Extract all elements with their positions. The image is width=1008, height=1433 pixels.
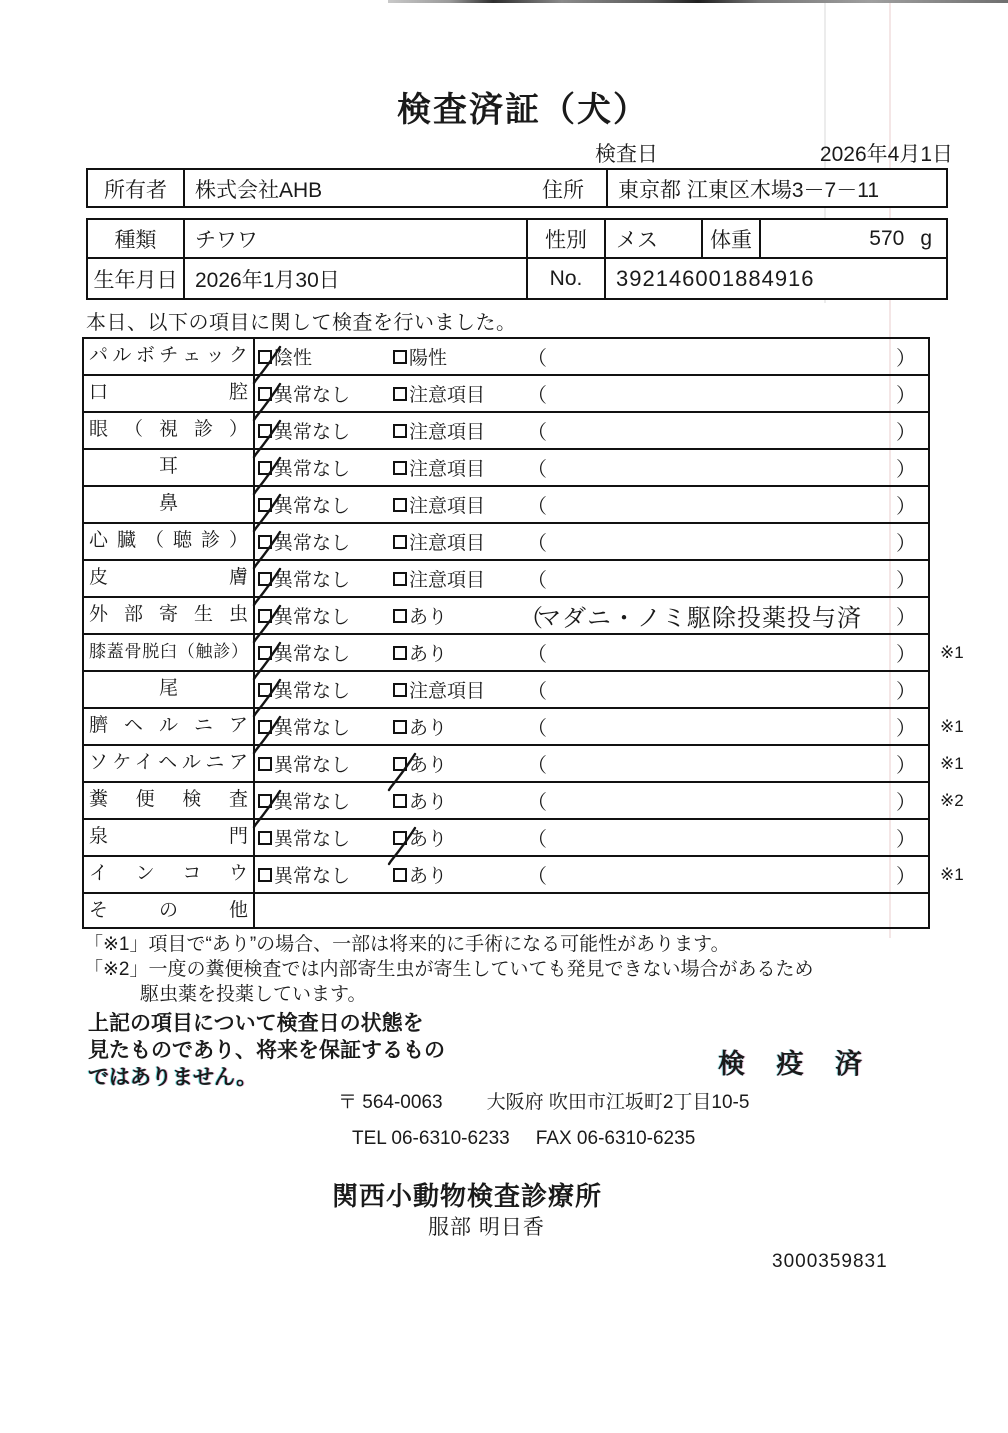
checkbox [393,461,407,475]
page-title: 検査済証（犬） [397,91,649,129]
checklist-item-content [255,746,928,781]
checklist-row [84,709,964,746]
option-1-label: 異常なし [274,496,351,517]
checklist-row [84,524,928,561]
checkbox [393,498,407,512]
checkbox [393,868,407,882]
checkbox [258,720,272,734]
option-1 [258,709,350,744]
owner-label: 所有者 [88,170,185,208]
footnote-ref: ※1 [940,753,964,773]
checklist-row [84,487,928,524]
option-1-label: 異常なし [274,792,351,813]
disclaimer-line: 見たものであり、将来を保証するもの [88,1039,445,1062]
checkbox [258,868,272,882]
checklist-row [84,339,928,376]
option-2-label: 注意項目 [409,496,486,517]
checkbox [258,646,272,660]
option-2-label: あり [409,607,448,628]
clinic-name: 関西小動物検査診療所 [332,1181,603,1211]
option-1-label: 異常なし [274,866,351,887]
option-1-label: 異常なし [274,644,351,665]
inspection-date-label: 検査日 [595,143,658,166]
owner-address-value: 東京都 江東区木場3－7－11 [618,179,879,202]
paren-close: ） [896,385,916,407]
checkbox [393,646,407,660]
checkbox [258,831,272,845]
serial-number: 3000359831 [772,1251,888,1272]
owner-table [86,168,948,208]
checklist-row [84,783,964,820]
option-1 [258,672,350,707]
checklist-row [84,746,964,783]
option-1-label: 陰性 [274,348,313,369]
paren-close: ） [896,570,916,592]
checklist-row [84,635,964,672]
checkbox [393,831,407,845]
option-1 [258,450,350,485]
option-1 [258,820,350,855]
option-2 [393,635,447,670]
paren-open: （ [527,533,547,555]
birthdate-value: 2026年1月30日 [185,259,528,298]
pet-table [86,218,948,300]
checklist-item-label: 外部寄生虫 [84,598,255,633]
option-2-label: あり [409,792,448,813]
option-1 [258,524,350,559]
clinic-tel: TEL 06-6310-6233 [352,1128,510,1149]
paren-close: ） [896,348,916,370]
species-value: チワワ [185,220,528,257]
intro-text: 本日、以下の項目に関して検査を行いました。 [86,312,517,334]
option-2 [393,487,485,522]
option-2-label: あり [409,644,448,665]
checklist-item-label: 耳 [84,450,255,485]
checklist-item-content [255,857,928,892]
sex-label: 性別 [528,220,606,257]
checkbox [258,609,272,623]
paren-open: （ [527,459,547,481]
species-label: 種類 [88,220,185,257]
option-2 [393,857,447,892]
disclaimer-line: ではありません。 [88,1066,258,1089]
remark-text: マダニ・ノミ駆除投薬投与済 [537,605,862,632]
checklist-item-label: 皮膚 [84,561,255,596]
paren-close: ） [896,681,916,703]
footnotes-block [84,933,814,1008]
checklist-item-label: 眼（視診） [84,413,255,448]
checklist-row [84,561,928,598]
option-2 [393,339,447,374]
option-2 [393,820,447,855]
weight-value: 570 [869,226,905,250]
checklist-item-label: 鼻 [84,487,255,522]
option-2-label: 注意項目 [409,459,486,480]
paren-open: （ [527,348,547,370]
footnote-ref: ※1 [940,716,964,736]
footnote-line: 「※2」一度の糞便検査では内部寄生虫が寄生していても発見できない場合があるため [84,959,814,980]
paren-open: （ [527,755,547,777]
option-2-label: 注意項目 [409,681,486,702]
number-label: No. [528,259,606,298]
checkbox [393,794,407,808]
checkbox [393,424,407,438]
option-2-label: あり [409,866,448,887]
checklist-item-label: 尾 [84,672,255,707]
checkbox [258,757,272,771]
checklist-item-label: パルボチェック [84,339,255,374]
checklist-item-content [255,635,928,670]
checklist-row [84,450,928,487]
weight-unit: g [920,226,932,250]
option-2-label: 注意項目 [409,533,486,554]
checklist-item-label: ソケイヘルニア [84,746,255,781]
checkbox [393,535,407,549]
checklist-item-label: 膝蓋骨脱臼（触診） [84,635,255,670]
option-2 [393,376,485,411]
paren-open: （ [527,422,547,444]
paren-close: ） [896,533,916,555]
option-1 [258,746,350,781]
checklist-item-content [255,672,928,707]
checkbox [258,350,272,364]
paren-open: （ [527,385,547,407]
option-2 [393,561,485,596]
birthdate-label: 生年月日 [88,259,185,298]
checkbox [258,535,272,549]
checklist-row [84,598,928,635]
paren-close: ） [896,496,916,518]
checkbox [393,757,407,771]
option-1-label: 異常なし [274,533,351,554]
checklist-item-content [255,524,928,559]
checkbox [258,424,272,438]
checklist-item-label: 臍ヘルニア [84,709,255,744]
paren-close: ） [896,644,916,666]
option-1 [258,561,350,596]
disclaimer-line: 上記の項目について検査日の状態を [88,1012,424,1035]
paren-close: ） [896,459,916,481]
checklist-item-content [255,820,928,855]
paren-open: （ [527,792,547,814]
checklist-item-content [255,339,928,374]
option-1-label: 異常なし [274,755,351,776]
option-1 [258,598,350,633]
paren-open: （ [527,644,547,666]
option-2-label: あり [409,755,448,776]
option-1-label: 異常なし [274,422,351,443]
checkbox [258,572,272,586]
paren-open: （ [527,681,547,703]
checklist-row [84,894,928,927]
option-2 [393,783,447,818]
paren-close: ） [896,792,916,814]
paren-open: （ [527,718,547,740]
checkbox [258,683,272,697]
checklist-item-content [255,598,928,633]
checklist-row [84,413,928,450]
checklist-item-content [255,709,928,744]
paren-open: （ [519,605,543,632]
option-2 [393,450,485,485]
footnote-ref: ※1 [940,642,964,662]
checklist-item-label: インコウ [84,857,255,892]
option-2 [393,672,485,707]
clinic-postal-code: 〒 564-0063 [338,1092,443,1113]
option-2 [393,709,447,744]
checklist-row [84,857,964,894]
footnote-line: 「※1」項目で“あり”の場合、一部は将来的に手術になる可能性があります。 [84,934,730,955]
inspection-date-row [595,138,953,168]
checkbox [258,387,272,401]
option-2-label: 注意項目 [409,385,486,406]
footnote-ref: ※2 [940,790,964,810]
option-1-label: 異常なし [274,570,351,591]
checkbox [393,683,407,697]
clinic-address: 大阪府 吹田市江坂町2丁目10-5 [486,1092,750,1113]
option-1-label: 異常なし [274,681,351,702]
option-2-label: 陽性 [409,348,448,369]
option-1-label: 異常なし [274,829,351,850]
checkbox [393,720,407,734]
option-2 [393,598,447,633]
paren-close: ） [896,718,916,740]
option-1 [258,857,350,892]
checkbox [393,572,407,586]
paren-close: ） [896,607,916,629]
option-2-label: 注意項目 [409,422,486,443]
checkbox [393,350,407,364]
option-2 [393,524,485,559]
veterinarian-name: 服部 明日香 [428,1216,545,1239]
checklist-table [82,337,964,929]
clinic-tel-line [352,1128,695,1150]
option-1 [258,635,350,670]
disclaimer-text [88,1010,445,1091]
option-2-label: あり [409,718,448,739]
option-2-label: 注意項目 [409,570,486,591]
checkbox [258,498,272,512]
checklist-item-content [255,487,928,522]
paren-open: （ [527,829,547,851]
checklist-item-content [255,894,928,927]
checklist-item-content [255,413,928,448]
paren-open: （ [527,496,547,518]
footnote-ref: ※1 [940,864,964,884]
owner-value: 株式会社AHB [195,179,323,202]
option-1-label: 異常なし [274,385,351,406]
weight-value-cell [761,220,946,257]
paren-open: （ [527,570,547,592]
scan-artifact-top-line [388,0,1008,3]
checkbox [258,794,272,808]
checklist-item-label: 口腔 [84,376,255,411]
option-2 [393,746,447,781]
clinic-postal-line [338,1087,749,1114]
checklist-item-label: その他 [84,894,255,927]
option-2-label: あり [409,829,448,850]
option-2 [393,413,485,448]
checklist-item-label: 泉門 [84,820,255,855]
option-1 [258,783,350,818]
checklist-item-content [255,450,928,485]
quarantine-passed-stamp: 検 疫 済 [718,1049,875,1079]
paren-close: ） [896,829,916,851]
paren-open: （ [527,866,547,888]
checklist-item-label: 糞便検査 [84,783,255,818]
checkbox [393,609,407,623]
checkbox [258,461,272,475]
paren-close: ） [896,422,916,444]
option-1 [258,413,350,448]
option-1 [258,376,350,411]
option-1-label: 異常なし [274,459,351,480]
number-value: 392146001884916 [616,265,815,291]
checklist-row [84,376,928,413]
sex-value: メス [606,220,703,257]
paren-close: ） [896,866,916,888]
option-1-label: 異常なし [274,718,351,739]
option-1-label: 異常なし [274,607,351,628]
checklist-row [84,672,928,709]
checklist-row [84,820,928,857]
checklist-item-content [255,376,928,411]
option-1 [258,339,312,374]
weight-label: 体重 [703,220,761,257]
owner-address-label: 住所 [520,170,608,208]
clinic-fax: FAX 06-6310-6235 [535,1128,696,1149]
option-1 [258,487,350,522]
paren-close: ） [896,755,916,777]
checklist-item-content [255,561,928,596]
checkbox [393,387,407,401]
checklist-item-label: 心臓（聴診） [84,524,255,559]
footnote-line: 駆虫薬を投薬しています。 [140,984,367,1005]
checklist-item-content [255,783,928,818]
inspection-date-value: 2026年4月1日 [819,143,953,166]
